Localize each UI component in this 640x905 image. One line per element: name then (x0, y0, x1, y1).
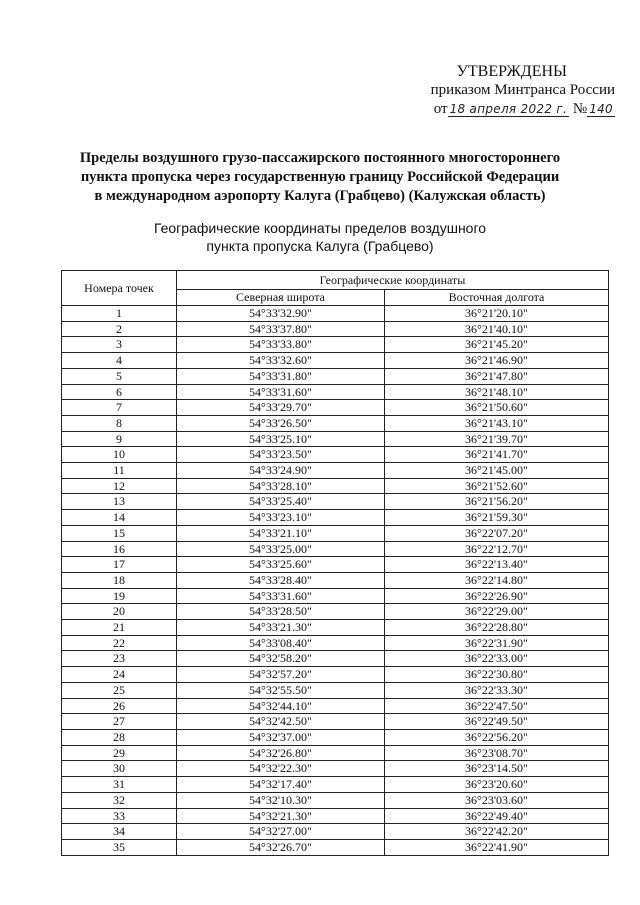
table-row (62, 667, 609, 683)
latitude-cell: 54°32'10.30" (177, 792, 385, 808)
point-number-cell: 8 (62, 415, 177, 431)
table-row (62, 541, 609, 557)
point-number-cell: 32 (62, 792, 177, 808)
caption-line: Географические координаты пределов воздушного (153, 220, 487, 236)
longitude-cell: 36°22'33.30" (384, 682, 608, 698)
point-number-cell: 31 (62, 777, 177, 793)
longitude-cell: 36°21'43.10" (384, 415, 608, 431)
latitude-cell: 54°32'17.40" (177, 777, 385, 793)
longitude-cell: 36°21'20.10" (384, 306, 608, 322)
longitude-cell: 36°22'14.80" (384, 572, 608, 588)
point-number-cell: 7 (62, 400, 177, 416)
latitude-cell: 54°32'58.20" (177, 651, 385, 667)
table-row (62, 604, 609, 620)
latitude-cell: 54°33'25.40" (177, 494, 385, 510)
number-prefix: № (572, 101, 588, 117)
longitude-cell: 36°21'52.60" (384, 478, 608, 494)
point-number-cell: 12 (62, 478, 177, 494)
longitude-cell: 36°21'41.70" (384, 447, 608, 463)
longitude-cell: 36°22'33.00" (384, 651, 608, 667)
longitude-cell: 36°21'45.20" (384, 337, 608, 353)
point-number-cell: 30 (62, 761, 177, 777)
handwritten-date: 18 апреля 2022 г. (449, 102, 568, 116)
latitude-cell: 54°33'23.50" (177, 447, 385, 463)
header-latitude: Северная широта (177, 290, 385, 306)
table-row (62, 729, 609, 745)
latitude-cell: 54°32'22.30" (177, 761, 385, 777)
table-row (62, 400, 609, 416)
latitude-cell: 54°33'31.60" (177, 384, 385, 400)
longitude-cell: 36°22'56.20" (384, 729, 608, 745)
latitude-cell: 54°33'23.10" (177, 510, 385, 526)
latitude-cell: 54°33'25.60" (177, 557, 385, 573)
latitude-cell: 54°33'26.50" (177, 415, 385, 431)
latitude-cell: 54°33'32.90" (177, 306, 385, 322)
longitude-cell: 36°22'13.40" (384, 557, 608, 573)
point-number-cell: 4 (62, 353, 177, 369)
table-row (62, 510, 609, 526)
table-row (62, 777, 609, 793)
point-number-cell: 16 (62, 541, 177, 557)
caption-line: пункта пропуска Калуга (Грабцево) (206, 238, 434, 254)
table-row (62, 761, 609, 777)
table-row (62, 431, 609, 447)
point-number-cell: 1 (62, 306, 177, 322)
latitude-cell: 54°32'37.00" (177, 729, 385, 745)
table-row (62, 478, 609, 494)
point-number-cell: 19 (62, 588, 177, 604)
point-number-cell: 26 (62, 698, 177, 714)
coordinates-table (61, 270, 609, 856)
longitude-cell: 36°21'59.30" (384, 510, 608, 526)
table-row (62, 839, 609, 855)
longitude-cell: 36°23'20.60" (384, 777, 608, 793)
point-number-cell: 17 (62, 557, 177, 573)
longitude-cell: 36°22'41.90" (384, 839, 608, 855)
table-body (62, 306, 609, 856)
approval-block (400, 62, 615, 119)
latitude-cell: 54°32'42.50" (177, 714, 385, 730)
latitude-cell: 54°32'44.10" (177, 698, 385, 714)
document-title (60, 149, 580, 206)
table-row (62, 321, 609, 337)
table-row (62, 635, 609, 651)
longitude-cell: 36°22'29.00" (384, 604, 608, 620)
point-number-cell: 15 (62, 525, 177, 541)
point-number-cell: 21 (62, 620, 177, 636)
latitude-cell: 54°33'31.60" (177, 588, 385, 604)
point-number-cell: 3 (62, 337, 177, 353)
point-number-cell: 2 (62, 321, 177, 337)
latitude-cell: 54°33'08.40" (177, 635, 385, 651)
table-row (62, 745, 609, 761)
latitude-cell: 54°33'25.00" (177, 541, 385, 557)
point-number-cell: 11 (62, 463, 177, 479)
longitude-cell: 36°23'08.70" (384, 745, 608, 761)
latitude-cell: 54°33'28.50" (177, 604, 385, 620)
longitude-cell: 36°22'42.20" (384, 824, 608, 840)
date-prefix: от (433, 101, 448, 117)
latitude-cell: 54°33'21.10" (177, 525, 385, 541)
latitude-cell: 54°33'33.80" (177, 337, 385, 353)
table-row (62, 620, 609, 636)
point-number-cell: 24 (62, 667, 177, 683)
longitude-cell: 36°21'45.00" (384, 463, 608, 479)
latitude-cell: 54°32'21.30" (177, 808, 385, 824)
longitude-cell: 36°22'26.90" (384, 588, 608, 604)
point-number-cell: 29 (62, 745, 177, 761)
latitude-cell: 54°32'26.70" (177, 839, 385, 855)
table-row (62, 682, 609, 698)
latitude-cell: 54°33'32.60" (177, 353, 385, 369)
latitude-cell: 54°32'55.50" (177, 682, 385, 698)
table-row (62, 808, 609, 824)
table-row (62, 337, 609, 353)
table-row (62, 368, 609, 384)
point-number-cell: 23 (62, 651, 177, 667)
point-number-cell: 5 (62, 368, 177, 384)
latitude-cell: 54°32'27.00" (177, 824, 385, 840)
longitude-cell: 36°22'49.40" (384, 808, 608, 824)
table-row (62, 353, 609, 369)
point-number-cell: 14 (62, 510, 177, 526)
approval-heading: УТВЕРЖДЕНЫ (456, 63, 567, 80)
latitude-cell: 54°33'25.10" (177, 431, 385, 447)
title-line: пункта пропуска через государственную границу Российской Федерации (80, 169, 560, 185)
table-row (62, 525, 609, 541)
latitude-cell: 54°33'21.30" (177, 620, 385, 636)
longitude-cell: 36°21'46.90" (384, 353, 608, 369)
point-number-cell: 33 (62, 808, 177, 824)
point-number-cell: 34 (62, 824, 177, 840)
longitude-cell: 36°21'39.70" (384, 431, 608, 447)
point-number-cell: 27 (62, 714, 177, 730)
longitude-cell: 36°22'31.90" (384, 635, 608, 651)
latitude-cell: 54°33'37.80" (177, 321, 385, 337)
longitude-cell: 36°21'56.20" (384, 494, 608, 510)
title-line: Пределы воздушного грузо-пассажирского постоянного многостороннего (79, 150, 561, 166)
longitude-cell: 36°22'28.80" (384, 620, 608, 636)
longitude-cell: 36°22'47.50" (384, 698, 608, 714)
table-row (62, 494, 609, 510)
longitude-cell: 36°21'48.10" (384, 384, 608, 400)
point-number-cell: 18 (62, 572, 177, 588)
table-row (62, 572, 609, 588)
approval-date-number-line (400, 100, 615, 119)
approval-order-line: приказом Минтранса России (430, 82, 615, 98)
longitude-cell: 36°21'40.10" (384, 321, 608, 337)
table-row (62, 384, 609, 400)
longitude-cell: 36°22'12.70" (384, 541, 608, 557)
table-row (62, 557, 609, 573)
longitude-cell: 36°21'47.80" (384, 368, 608, 384)
table-row (62, 415, 609, 431)
longitude-cell: 36°22'30.80" (384, 667, 608, 683)
latitude-cell: 54°33'28.10" (177, 478, 385, 494)
table-row (62, 698, 609, 714)
point-number-cell: 28 (62, 729, 177, 745)
table-row (62, 714, 609, 730)
table-row (62, 306, 609, 322)
latitude-cell: 54°33'31.80" (177, 368, 385, 384)
latitude-cell: 54°32'26.80" (177, 745, 385, 761)
header-coordinates: Географические координаты (177, 271, 609, 290)
table-caption (110, 219, 530, 255)
point-number-cell: 35 (62, 839, 177, 855)
longitude-cell: 36°22'07.20" (384, 525, 608, 541)
header-point-number: Номера точек (62, 271, 177, 306)
table-row (62, 588, 609, 604)
table-row (62, 463, 609, 479)
point-number-cell: 9 (62, 431, 177, 447)
table-row (62, 447, 609, 463)
latitude-cell: 54°33'28.40" (177, 572, 385, 588)
table-row (62, 792, 609, 808)
point-number-cell: 22 (62, 635, 177, 651)
longitude-cell: 36°23'14.50" (384, 761, 608, 777)
table-row (62, 824, 609, 840)
point-number-cell: 25 (62, 682, 177, 698)
longitude-cell: 36°23'03.60" (384, 792, 608, 808)
header-longitude: Восточная долгота (384, 290, 608, 306)
handwritten-number: 140 (589, 102, 613, 116)
title-line: в международном аэропорту Калуга (Грабцево) (Калужская область) (94, 188, 546, 204)
longitude-cell: 36°21'50.60" (384, 400, 608, 416)
point-number-cell: 20 (62, 604, 177, 620)
table-row (62, 651, 609, 667)
latitude-cell: 54°33'29.70" (177, 400, 385, 416)
latitude-cell: 54°33'24.90" (177, 463, 385, 479)
latitude-cell: 54°32'57.20" (177, 667, 385, 683)
longitude-cell: 36°22'49.50" (384, 714, 608, 730)
point-number-cell: 6 (62, 384, 177, 400)
point-number-cell: 10 (62, 447, 177, 463)
point-number-cell: 13 (62, 494, 177, 510)
